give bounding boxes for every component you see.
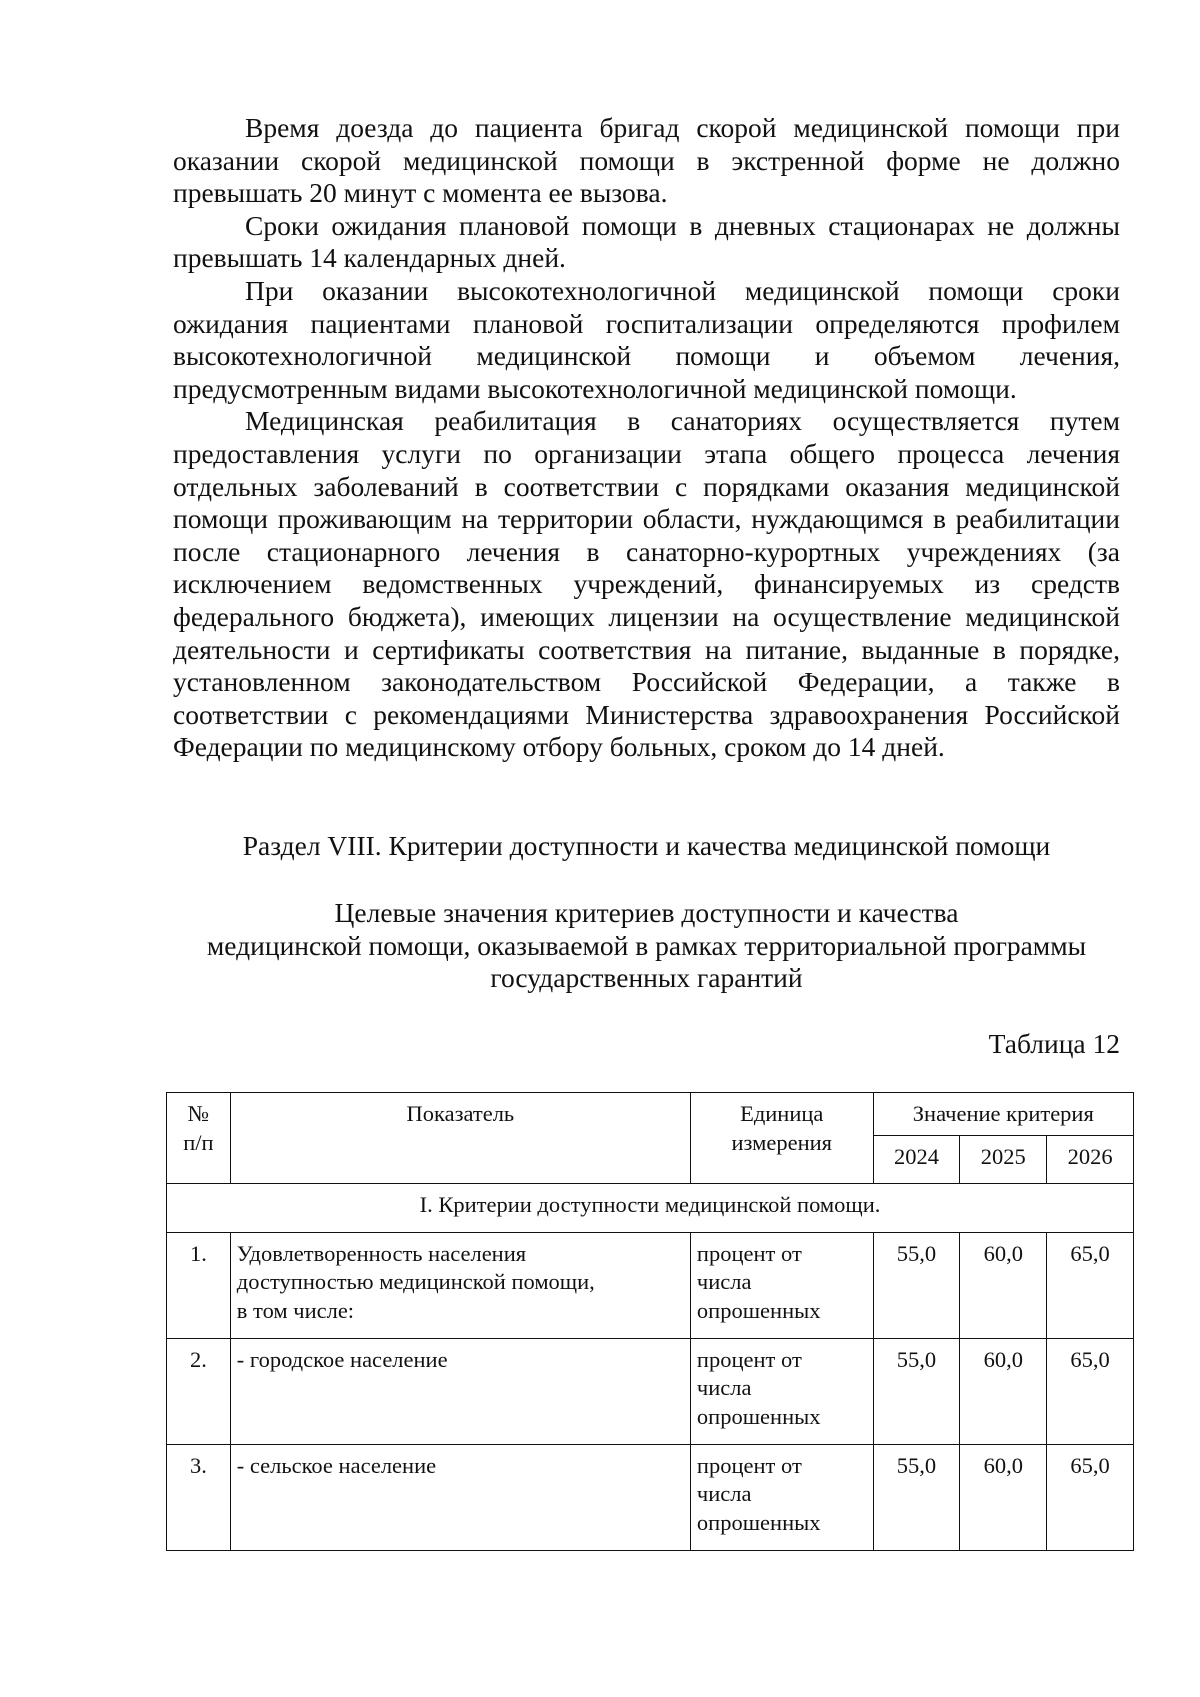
row-value-2026: 65,0 [1047, 1338, 1134, 1444]
row-value-2026: 65,0 [1047, 1232, 1134, 1338]
header-year-2026: 2026 [1047, 1135, 1134, 1183]
body-text [173, 112, 1120, 764]
table-row [167, 1232, 1134, 1338]
paragraph-day-hospital: Сроки ожидания плановой помощи в дневных стационарах не должны превышать 14 календарных дней. [173, 209, 1120, 274]
header-num-abbrev: п/п [183, 1129, 214, 1155]
unit-line: процент от [696, 1346, 802, 1372]
row-value-2026: 65,0 [1047, 1444, 1134, 1550]
header-value: Значение критерия [873, 1093, 1133, 1136]
section-heading: Раздел VIII. Критерии доступности и качества медицинской помощи [242, 830, 1051, 861]
unit-line: числа [696, 1375, 752, 1400]
table-heading-line: государственных гарантий [490, 962, 803, 994]
table-label: Таблица 12 [988, 1028, 1120, 1059]
table-heading-line: медицинской помощи, оказываемой в рамках территориальной программы [206, 929, 1087, 961]
row-value-2025: 60,0 [960, 1232, 1047, 1338]
row-indicator [230, 1232, 690, 1338]
row-value-2024: 55,0 [873, 1338, 960, 1444]
row-value-2025: 60,0 [960, 1444, 1047, 1550]
unit-line: опрошенных [696, 1403, 821, 1429]
row-number: 3. [167, 1444, 231, 1550]
unit-line: опрошенных [696, 1297, 821, 1323]
header-unit-line: Единица [740, 1101, 824, 1126]
indicator-line: - городское население [236, 1346, 448, 1372]
header-unit [690, 1093, 873, 1184]
row-number: 1. [167, 1232, 231, 1338]
unit-line: числа [696, 1269, 752, 1294]
indicator-line: - сельское население [236, 1452, 437, 1478]
table-row [167, 1338, 1134, 1444]
header-num-symbol: № [187, 1101, 210, 1126]
unit-line: процент от [696, 1240, 802, 1266]
row-indicator [230, 1444, 690, 1550]
unit-line: опрошенных [696, 1509, 821, 1535]
table-header-row [167, 1093, 1134, 1136]
header-year-2025: 2025 [960, 1135, 1047, 1183]
row-value-2025: 60,0 [960, 1338, 1047, 1444]
table-section-row [167, 1183, 1134, 1232]
header-unit-line: измерения [731, 1129, 833, 1155]
header-year-2024: 2024 [873, 1135, 960, 1183]
table-row [167, 1444, 1134, 1550]
paragraph-ambulance-time: Время доезда до пациента бригад скорой медицинской помощи при оказании скорой медицинской помощи в экстренной форме не должно превышать 20 минут с момента ее вызова. [173, 112, 1120, 209]
table-heading [173, 897, 1120, 995]
unit-line: числа [696, 1481, 752, 1506]
header-indicator: Показатель [230, 1093, 690, 1184]
indicator-line: в том числе: [236, 1297, 355, 1323]
row-unit [690, 1444, 873, 1550]
header-num [167, 1093, 231, 1184]
paragraph-high-tech: При оказании высокотехнологичной медицинской помощи сроки ожидания пациентами плановой госпитализации определяются профилем высокотехнологичной медицинской помощи и объемом лечения, предусмотренным видами высокотехнологичной медицинской помощи. [173, 274, 1120, 404]
row-value-2024: 55,0 [873, 1444, 960, 1550]
indicator-line: Удовлетворенность населения [236, 1240, 527, 1266]
row-value-2024: 55,0 [873, 1232, 960, 1338]
criteria-table [166, 1092, 1134, 1551]
row-number: 2. [167, 1338, 231, 1444]
section-row-label: I. Критерии доступности медицинской помощи. [167, 1183, 1134, 1232]
table-heading-line: Целевые значения критериев доступности и качества [334, 897, 959, 928]
row-unit [690, 1232, 873, 1338]
row-indicator [230, 1338, 690, 1444]
row-unit [690, 1338, 873, 1444]
unit-line: процент от [696, 1452, 802, 1478]
paragraph-rehabilitation: Медицинская реабилитация в санаториях осуществляется путем предоставления услуги по организации этапа общего процесса лечения отдельных заболеваний в соответствии с порядками оказания медицинской помощи проживающим на территории области, нуждающимся в реабилитации после стационарного лечения в санаторно-курортных учреждениях (за исключением ведомственных учреждений, финансируемых из средств федерального бюджета), имеющих лицензии на осуществление медицинской деятельности и сертификаты соответствия на питание, выданные в порядке, установленном законодательством Российской Федерации, а также в соответствии с рекомендациями Министерства здравоохранения Российской Федерации по медицинскому отбору больных, сроком до 14 дней. [173, 405, 1120, 763]
indicator-line: доступностью медицинской помощи, [236, 1269, 595, 1294]
